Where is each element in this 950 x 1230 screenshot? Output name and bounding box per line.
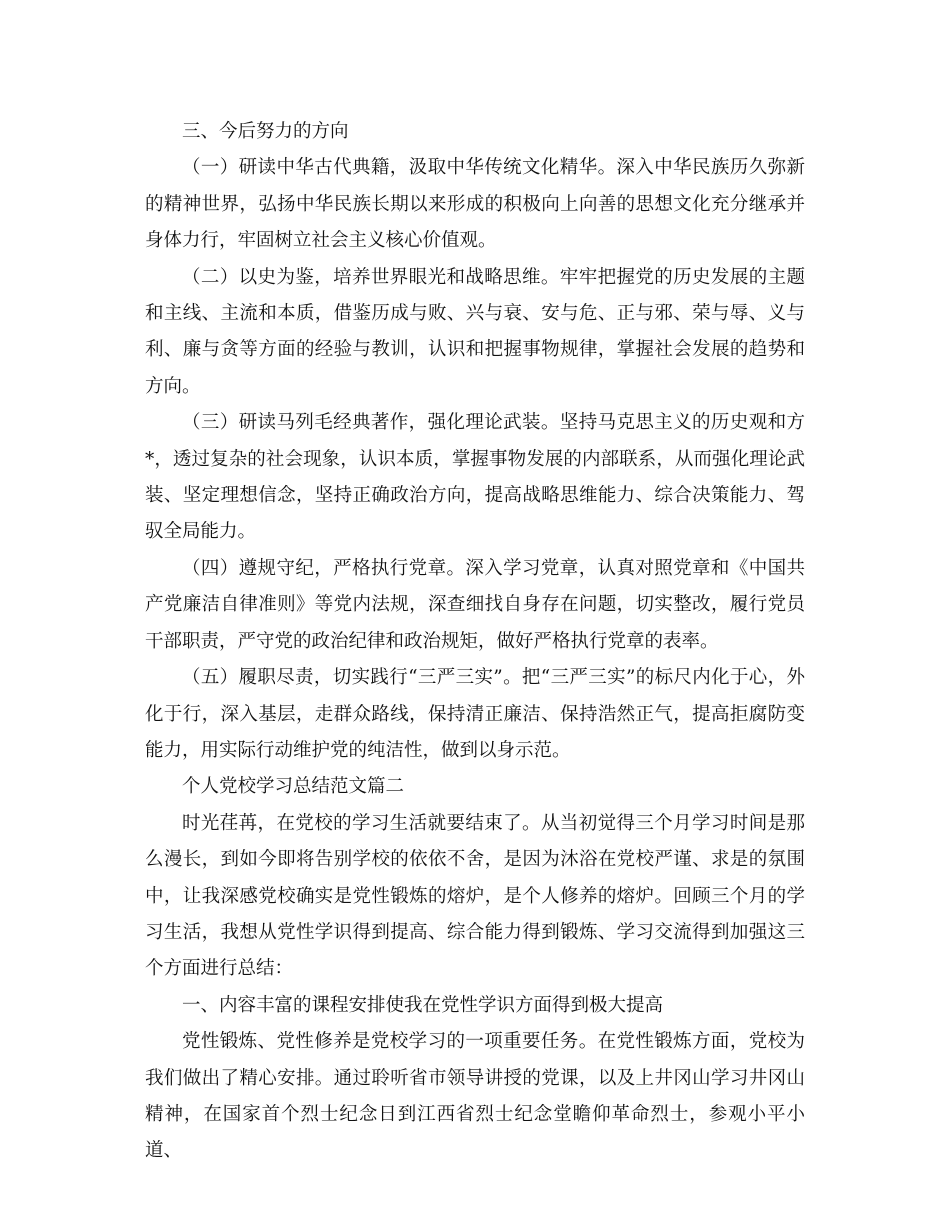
- article-title-part-two: 个人党校学习总结范文篇二: [182, 776, 405, 798]
- paragraph-point-one: （一）研读中华古代典籍，汲取中华传统文化精华。深入中华民族历久弥新的精神世界，弘扬中华民族长期以来形成的积极向上向善的思想文化充分继承并身体力行，牢固树立社会主义核心价值观。: [145, 157, 805, 252]
- paragraph-party-training: 党性锻炼、党性修养是党校学习的一项重要任务。在党性锻炼方面，党校为我们做出了精心安排。通过聆听省市领导讲授的党课，以及上井冈山学习井冈山精神，在国家首个烈士纪念日到江西省烈士纪念堂瞻仰革命烈士，参观小平小道、: [145, 1031, 805, 1162]
- section-heading-one: 一、内容丰富的课程安排使我在党性学识方面得到极大提高: [182, 994, 664, 1016]
- paragraph-point-five: （五）履职尽责，切实践行“三严三实”。把“三严三实”的标尺内化于心，外化于行，深入基层，走群众路线，保持清正廉洁、保持浩然正气，提高拒腐防变能力，用实际行动维护党的纯洁性，做到以身示范。: [145, 667, 805, 761]
- document-body: [145, 114, 805, 1170]
- paragraph-point-four: （四）遵规守纪，严格执行党章。深入学习党章，认真对照党章和《中国共产党廉洁自律准则》等党内法规，深查细找自身存在问题，切实整改，履行党员干部职责，严守党的政治纪律和政治规矩，做好严格执行党章的表率。: [145, 557, 805, 652]
- paragraph-point-two: （二）以史为鉴，培养世界眼光和战略思维。牢牢把握党的历史发展的主题和主线、主流和本质，借鉴历成与败、兴与衰、安与危、正与邪、荣与辱、义与利、廉与贪等方面的经验与教训，认识和把握事物规律，掌握社会发展的趋势和方向。: [145, 266, 805, 397]
- paragraph-point-three: （三）研读马列毛经典著作，强化理论武装。坚持马克思主义的历史观和方*，透过复杂的社会现象，认识本质，掌握事物发展的内部联系，从而强化理论武装、坚定理想信念，坚持正确政治方向，提高战略思维能力、综合决策能力、驾驭全局能力。: [145, 412, 805, 543]
- section-heading-future-direction: 三、今后努力的方向: [182, 121, 349, 142]
- paragraph-intro: 时光荏苒，在党校的学习生活就要结束了。从当初觉得三个月学习时间是那么漫长，到如今即将告别学校的依依不舍，是因为沐浴在党校严谨、求是的氛围中，让我深感党校确实是党性锻炼的熔炉，是个人修养的熔炉。回顾三个月的学习生活，我想从党性学识得到提高、综合能力得到锻炼、学习交流得到加强这三个方面进行总结：: [145, 812, 805, 980]
